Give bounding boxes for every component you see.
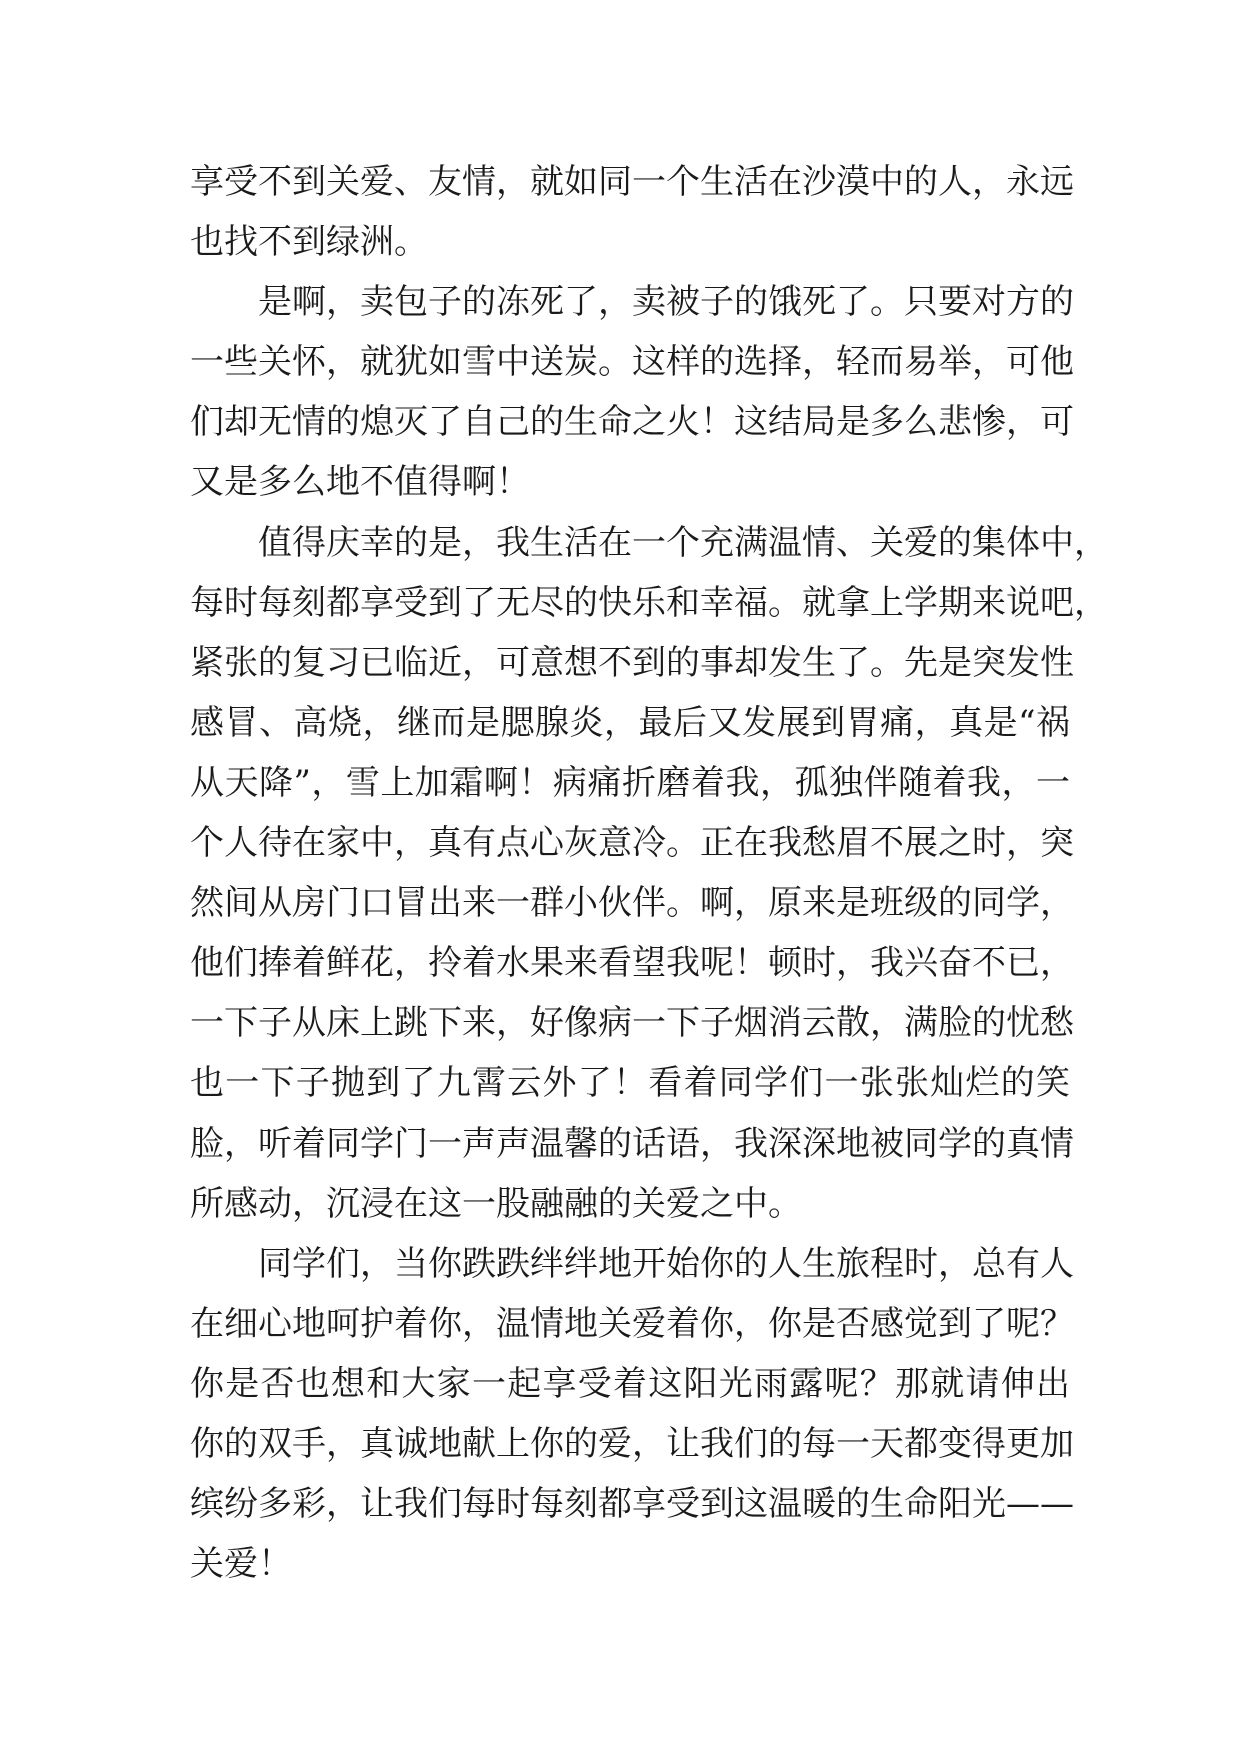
paragraph-first-line: 同学们，当你跌跌绊绊地开始你的人生旅程时，总有人 [258, 1243, 1074, 1284]
text-line: 一下子从床上跳下来，好像病一下子烟消云散，满脸的忧愁 [190, 1003, 1074, 1044]
text-line: 你是否也想和大家一起享受着这阳光雨露呢？那就请伸出 [190, 1363, 1070, 1404]
text-line: 们却无情的熄灭了自己的生命之火！这结局是多么悲惨，可 [190, 402, 1074, 443]
text-line: 也一下子抛到了九霄云外了！看着同学们一张张灿烂的笑 [190, 1063, 1070, 1104]
text-line: 他们捧着鲜花，拎着水果来看望我呢！顿时，我兴奋不已， [190, 943, 1074, 984]
text-line: 在细心地呵护着你，温情地关爱着你，你是否感觉到了呢？ [190, 1303, 1074, 1344]
text-line: 也找不到绿洲。 [190, 222, 428, 263]
text-line: 又是多么地不值得啊！ [190, 462, 530, 503]
text-line: 所感动，沉浸在这一股融融的关爱之中。 [190, 1183, 802, 1224]
text-line: 享受不到关爱、友情，就如同一个生活在沙漠中的人，永远 [190, 162, 1074, 202]
text-line: 紧张的复习已临近，可意想不到的事却发生了。先是突发性 [190, 642, 1074, 683]
text-line: 你的双手，真诚地献上你的爱，让我们的每一天都变得更加 [190, 1423, 1074, 1464]
text-line: 然间从房门口冒出来一群小伙伴。啊，原来是班级的同学， [190, 883, 1074, 924]
text-line: 缤纷多彩，让我们每时每刻都享受到这温暖的生命阳光—— [190, 1484, 1074, 1525]
text-line: 一些关怀，就犹如雪中送炭。这样的选择，轻而易举，可他 [190, 342, 1074, 383]
paragraph-first-line: 值得庆幸的是，我生活在一个充满温情、关爱的集体中， [258, 522, 1108, 563]
text-line: 个人待在家中，真有点心灰意冷。正在我愁眉不展之时，突 [190, 823, 1074, 864]
body-text [190, 152, 1108, 1594]
text-line: 每时每刻都享受到了无尽的快乐和幸福。就拿上学期来说吧， [190, 582, 1108, 623]
text-line: 关爱！ [190, 1544, 292, 1585]
text-line: 脸，听着同学门一声声温馨的话语，我深深地被同学的真情 [190, 1123, 1074, 1164]
text-line: 感冒、高烧，继而是腮腺炎，最后又发展到胃痛，真是“祸 [190, 702, 1070, 743]
paragraph-first-line: 是啊，卖包子的冻死了，卖被子的饿死了。只要对方的 [258, 282, 1074, 323]
text-line: 从天降”，雪上加霜啊！病痛折磨着我，孤独伴随着我，一 [190, 762, 1070, 803]
